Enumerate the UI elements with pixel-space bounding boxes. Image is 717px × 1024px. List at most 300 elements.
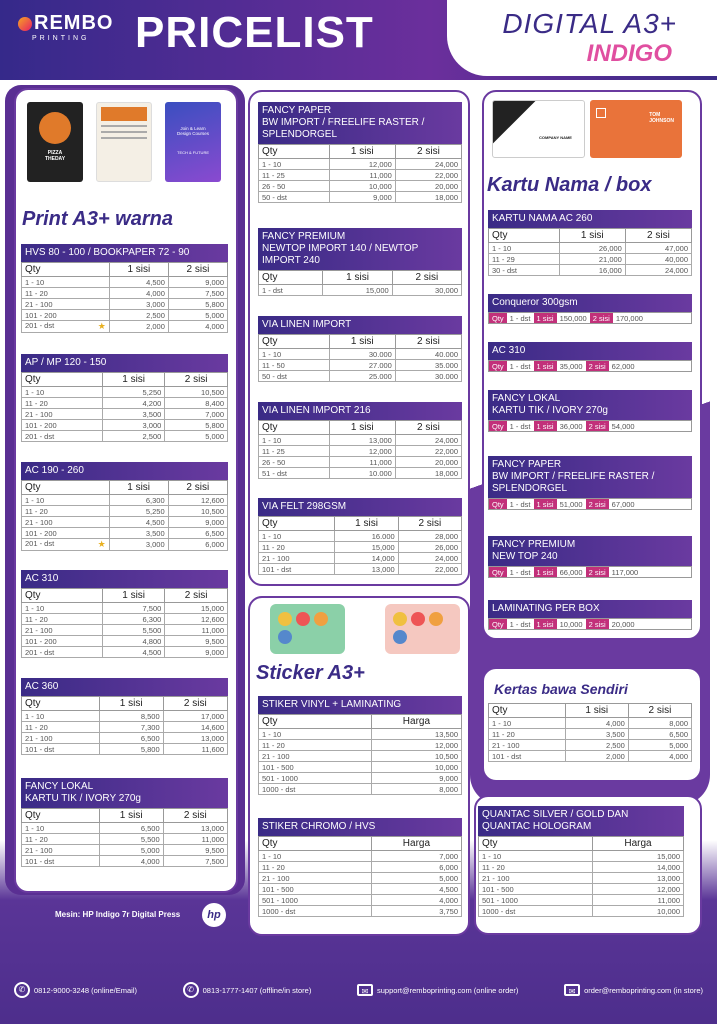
table-row (489, 718, 692, 729)
table-row (22, 420, 228, 431)
price-table (21, 462, 228, 551)
footer-item (183, 982, 312, 998)
digital-label: DIGITAL A3+ (502, 8, 677, 39)
table-cell: 21 - 100 (489, 740, 566, 751)
column-header: Qty (479, 837, 593, 851)
table-row (22, 528, 228, 539)
price-table (21, 678, 228, 755)
table-cell: 9,500 (163, 845, 227, 856)
machine-label: Mesin: HP Indigo 7r Digital Press (55, 910, 181, 919)
table-row (489, 254, 692, 265)
table-cell: 1000 - dst (479, 906, 593, 917)
table-row (259, 542, 462, 553)
footer-text: 0812-9000-3248 (online/Email) (34, 985, 137, 995)
footer-contacts (14, 982, 703, 998)
table-row (22, 722, 228, 733)
bar-s1: 10,000 (559, 619, 583, 629)
footer-text: 0813-1777-1407 (offline/in store) (202, 985, 312, 995)
table-cell: 3,000 (102, 420, 164, 431)
table-header: FANCY LOKAL KARTU TIK / IVORY 270g (21, 778, 228, 808)
column-header: 2 sisi (392, 271, 461, 285)
table-cell: 11,000 (329, 457, 395, 468)
price-bar (488, 294, 692, 324)
table-header: FANCY PREMIUM NEWTOP IMPORT 140 / NEWTOP IMPORT 240 (258, 228, 462, 270)
table-row (22, 387, 228, 398)
table-row (22, 277, 228, 288)
indigo-label: INDIGO (586, 40, 672, 67)
column-header: 1 sisi (99, 697, 163, 711)
table-cell: 6,500 (99, 823, 163, 834)
table-cell: 5,250 (102, 387, 164, 398)
table-cell: 11 - 20 (22, 614, 103, 625)
table-header: QUANTAC SILVER / GOLD DAN QUANTAC HOLOGRAM (478, 806, 684, 836)
table-cell: 30,000 (392, 285, 461, 296)
table-row (259, 729, 462, 740)
table-cell: 11,000 (329, 170, 395, 181)
table-cell: 17,000 (163, 711, 227, 722)
table-header: AC 310 (21, 570, 228, 588)
column-header: 2 sisi (395, 145, 461, 159)
table-row (22, 431, 228, 442)
brand-logo: REMBO PRINTING (18, 12, 113, 42)
table-row (479, 895, 684, 906)
whatsapp-icon: ✆ (183, 982, 199, 998)
column-header: Qty (22, 809, 100, 823)
table-cell: 11 - 20 (259, 740, 372, 751)
column-header: Qty (259, 837, 372, 851)
column-header: 1 sisi (329, 335, 395, 349)
bar-header: AC 310 (488, 342, 692, 360)
bar-s2: 62,000 (611, 361, 635, 371)
table-cell: 35.000 (395, 360, 461, 371)
bar-s1-label: 1 sisi (534, 567, 557, 577)
table-cell: 1 - 10 (479, 851, 593, 862)
price-table (258, 228, 462, 296)
column-header: Qty (259, 145, 330, 159)
table-cell: 14,000 (335, 553, 398, 564)
table-cell: 11 - 20 (259, 542, 335, 553)
table-cell: 12,000 (329, 446, 395, 457)
table-cell: 101 - 200 (22, 636, 103, 647)
table-header: VIA LINEN IMPORT 216 (258, 402, 462, 420)
table-cell: 4,000 (628, 751, 691, 762)
table-row (259, 468, 462, 479)
table-cell: 201 - dst ★ (22, 321, 110, 333)
table-cell: 22,000 (395, 446, 461, 457)
bar-s1: 150,000 (559, 313, 587, 323)
table-cell: 7,500 (168, 288, 227, 299)
table-cell: 14,000 (592, 862, 683, 873)
table-cell: 13,000 (329, 435, 395, 446)
table-row (22, 495, 228, 506)
bar-s2-label: 2 sisi (590, 313, 613, 323)
column-header: 1 sisi (335, 517, 398, 531)
footer-item (14, 982, 137, 998)
table-row (259, 873, 462, 884)
table-cell: 101 - dst (259, 564, 335, 575)
table-cell: 10,500 (371, 751, 461, 762)
bar-s2: 117,000 (611, 567, 639, 577)
column-header: Qty (489, 704, 566, 718)
table-header: STIKER CHROMO / HVS (258, 818, 462, 836)
column-header: 1 sisi (329, 145, 395, 159)
table-row (489, 243, 692, 254)
table-cell: 8,000 (628, 718, 691, 729)
bar-s2-label: 2 sisi (586, 499, 609, 509)
table-cell: 1 - 10 (259, 729, 372, 740)
table-cell: 10,000 (371, 762, 461, 773)
price-table (21, 354, 228, 442)
print-section-title: Print A3+ warna (22, 208, 173, 230)
table-cell: 4,500 (102, 647, 164, 658)
table-row (259, 884, 462, 895)
bar-s2: 170,000 (615, 313, 643, 323)
table-cell: 4,800 (102, 636, 164, 647)
table-cell: 21,000 (559, 254, 625, 265)
table-cell: 1 - 10 (22, 277, 110, 288)
table-row (22, 834, 228, 845)
table-cell: 501 - 1000 (259, 895, 372, 906)
bar-s1-label: 1 sisi (534, 313, 557, 323)
hp-logo-icon: hp (202, 903, 226, 927)
table-cell: 26 - 50 (259, 181, 330, 192)
bar-s1-label: 1 sisi (534, 619, 557, 629)
table-cell: 15,000 (165, 603, 228, 614)
star-icon: ★ (97, 539, 106, 549)
table-row (489, 265, 692, 276)
column-header: 1 sisi (565, 704, 628, 718)
table-cell: 3,000 (109, 299, 168, 310)
table-row (479, 851, 684, 862)
table-cell: 3,500 (565, 729, 628, 740)
table-cell: 2,500 (102, 431, 164, 442)
table-cell: 11 - 20 (22, 722, 100, 733)
table-cell: 26 - 50 (259, 457, 330, 468)
bar-qty: 1 - dst (509, 361, 531, 371)
table-cell: 7,500 (102, 603, 164, 614)
table-cell: 101 - dst (489, 751, 566, 762)
table-cell: 21 - 100 (22, 625, 103, 636)
bar-qty-label: Qty (489, 619, 507, 629)
table-cell: 101 - 200 (22, 420, 103, 431)
table-cell: 26,000 (398, 542, 461, 553)
table-cell: 13,000 (163, 733, 227, 744)
column-header: Qty (22, 373, 103, 387)
footer-text: support@remboprinting.com (online order) (376, 985, 519, 995)
table-row (259, 906, 462, 917)
table-row (489, 729, 692, 740)
table-row (22, 299, 228, 310)
column-header: 1 sisi (109, 263, 168, 277)
bar-qty: 1 - dst (509, 499, 531, 509)
table-cell: 21 - 100 (22, 733, 100, 744)
table-row (259, 762, 462, 773)
table-row (22, 506, 228, 517)
table-cell: 50 - dst (259, 371, 330, 382)
table-cell: 5,500 (99, 834, 163, 845)
table-cell: 3,500 (109, 528, 168, 539)
bar-s1-label: 1 sisi (534, 499, 557, 509)
table-row (259, 349, 462, 360)
price-bar (488, 390, 692, 432)
table-cell: 21 - 100 (22, 299, 110, 310)
table-cell: 11 - 29 (489, 254, 560, 265)
table-cell: 2,000 (109, 321, 168, 333)
table-cell: 9,000 (329, 192, 395, 203)
price-table (258, 102, 462, 203)
bar-header: FANCY PREMIUM NEW TOP 240 (488, 536, 692, 566)
table-cell: 9,000 (168, 517, 227, 528)
table-row (259, 773, 462, 784)
table-cell: 7,000 (371, 851, 461, 862)
table-cell: 101 - 200 (22, 310, 110, 321)
table-cell: 5,800 (99, 744, 163, 755)
table-cell: 11,600 (163, 744, 227, 755)
column-header: Qty (489, 229, 560, 243)
table-row (489, 751, 692, 762)
table-cell: 5,500 (102, 625, 164, 636)
table-cell: 13,500 (371, 729, 461, 740)
table-header: AP / MP 120 - 150 (21, 354, 228, 372)
column-header: 1 sisi (102, 373, 164, 387)
bar-row (488, 312, 692, 324)
column-header: 2 sisi (168, 263, 227, 277)
table-cell: 5,000 (371, 873, 461, 884)
table-cell: 4,000 (99, 856, 163, 867)
table-cell: 101 - 500 (479, 884, 593, 895)
price-bar (488, 600, 692, 630)
bar-qty: 1 - dst (509, 313, 531, 323)
price-bar (488, 342, 692, 372)
column-header: 1 sisi (329, 421, 395, 435)
table-row (259, 435, 462, 446)
bar-s2-label: 2 sisi (586, 421, 609, 431)
table-cell: 21 - 100 (22, 845, 100, 856)
table-cell: 4,000 (371, 895, 461, 906)
price-table (21, 570, 228, 658)
table-cell: 1000 - dst (259, 906, 372, 917)
table-row (22, 539, 228, 551)
table-cell: 9,000 (165, 647, 228, 658)
price-table (258, 316, 462, 382)
table-row (22, 733, 228, 744)
table-cell: 11 - 50 (259, 360, 330, 371)
table-row (479, 873, 684, 884)
table-header: AC 360 (21, 678, 228, 696)
sticker-sheet-green (270, 604, 345, 654)
table-row (259, 751, 462, 762)
table-cell: 6,000 (168, 539, 227, 551)
column-header: Harga (371, 715, 461, 729)
table-row (259, 564, 462, 575)
bar-row (488, 420, 692, 432)
table-cell: 1 - 10 (259, 435, 330, 446)
table-cell: 11 - 20 (22, 288, 110, 299)
bar-s1: 36,000 (559, 421, 583, 431)
table-cell: 1 - 10 (259, 531, 335, 542)
table-cell: 4,500 (371, 884, 461, 895)
card-logo-icon (596, 108, 606, 118)
column-header: Qty (22, 697, 100, 711)
column-header: 2 sisi (163, 697, 227, 711)
table-row (22, 856, 228, 867)
column-header: Harga (592, 837, 683, 851)
column-header: 1 sisi (109, 481, 168, 495)
table-row (259, 170, 462, 181)
table-cell: 21 - 100 (259, 553, 335, 564)
table-cell: 5,250 (109, 506, 168, 517)
column-header: 2 sisi (395, 335, 461, 349)
business-card-black: COMPANY NAME (492, 100, 585, 158)
bar-qty: 1 - dst (509, 567, 531, 577)
table-row (259, 181, 462, 192)
column-header: Harga (371, 837, 461, 851)
table-cell: 201 - dst (22, 431, 103, 442)
price-bar (488, 456, 692, 510)
table-row (22, 321, 228, 333)
table-cell: 6,500 (628, 729, 691, 740)
table-cell: 4,500 (109, 277, 168, 288)
bar-s2: 54,000 (611, 421, 635, 431)
table-cell: 16,000 (559, 265, 625, 276)
table-cell: 8,000 (371, 784, 461, 795)
table-cell: 40.000 (395, 349, 461, 360)
table-cell: 11 - 20 (22, 834, 100, 845)
table-cell: 20,000 (395, 457, 461, 468)
table-cell: 10,500 (168, 506, 227, 517)
table-cell: 6,300 (102, 614, 164, 625)
table-cell: 40,000 (625, 254, 691, 265)
table-cell: 21 - 100 (259, 751, 372, 762)
table-cell: 1 - 10 (22, 711, 100, 722)
price-table (258, 498, 462, 575)
table-cell: 13,000 (335, 564, 398, 575)
table-cell: 47,000 (625, 243, 691, 254)
column-header: 2 sisi (165, 373, 228, 387)
table-cell: 11,000 (163, 834, 227, 845)
table-cell: 24,000 (395, 159, 461, 170)
column-header: Qty (22, 589, 103, 603)
table-cell: 25.000 (329, 371, 395, 382)
table-cell: 10.000 (329, 468, 395, 479)
table-cell: 30.000 (329, 349, 395, 360)
table-cell: 12,000 (371, 740, 461, 751)
table-cell: 5,800 (168, 299, 227, 310)
table-cell: 21 - 100 (22, 409, 103, 420)
table-cell: 101 - 500 (259, 884, 372, 895)
flyer-menu (96, 102, 152, 182)
table-cell: 50 - dst (259, 192, 330, 203)
kertas-title: Kertas bawa Sendiri (494, 681, 628, 697)
table-cell: 4,200 (102, 398, 164, 409)
price-table (21, 244, 228, 333)
table-cell: 21 - 100 (259, 873, 372, 884)
bar-header: FANCY LOKAL KARTU TIK / IVORY 270g (488, 390, 692, 420)
sticker-section-title: Sticker A3+ (256, 662, 365, 684)
table-cell: 6,000 (371, 862, 461, 873)
bar-row (488, 360, 692, 372)
table-cell: 4,000 (109, 288, 168, 299)
price-table (258, 818, 462, 917)
whatsapp-icon: ✆ (14, 982, 30, 998)
table-cell: 1 - 10 (22, 603, 103, 614)
table-cell: 9,000 (371, 773, 461, 784)
table-cell: 13,000 (163, 823, 227, 834)
footer-item (564, 982, 703, 998)
table-cell: 1 - 10 (259, 851, 372, 862)
table-cell: 3,750 (371, 906, 461, 917)
column-header: 1 sisi (102, 589, 164, 603)
table-row (22, 744, 228, 755)
flyer-pizza: PIZZA THEDAY (27, 102, 83, 182)
table-row (259, 740, 462, 751)
table-row (259, 851, 462, 862)
table-cell: 4,000 (168, 321, 227, 333)
table-row (22, 823, 228, 834)
bar-row (488, 618, 692, 630)
table-row (259, 862, 462, 873)
table-cell: 11,000 (165, 625, 228, 636)
bar-row (488, 566, 692, 578)
table-row (22, 310, 228, 321)
table-row (259, 192, 462, 203)
table-cell: 2,500 (109, 310, 168, 321)
price-table (488, 703, 692, 762)
table-cell: 9,500 (165, 636, 228, 647)
table-cell: 11 - 25 (259, 446, 330, 457)
sticker-sheet-pink (385, 604, 460, 654)
table-cell: 5,000 (628, 740, 691, 751)
table-cell: 21 - 100 (22, 517, 110, 528)
table-header: HVS 80 - 100 / BOOKPAPER 72 - 90 (21, 244, 228, 262)
table-row (22, 614, 228, 625)
table-cell: 11,000 (592, 895, 683, 906)
table-cell: 24,000 (625, 265, 691, 276)
table-cell: 7,300 (99, 722, 163, 733)
bar-s1-label: 1 sisi (534, 421, 557, 431)
table-row (22, 711, 228, 722)
table-cell: 101 - 500 (259, 762, 372, 773)
table-cell: 10,000 (329, 181, 395, 192)
table-cell: 201 - dst (22, 647, 103, 658)
star-icon: ★ (97, 321, 106, 331)
column-header: 2 sisi (625, 229, 691, 243)
table-cell: 30 - dst (489, 265, 560, 276)
table-cell: 101 - dst (22, 744, 100, 755)
table-row (259, 371, 462, 382)
table-row (259, 895, 462, 906)
table-header: VIA FELT 298GSM (258, 498, 462, 516)
bar-s1: 35,000 (559, 361, 583, 371)
table-cell: 12,000 (592, 884, 683, 895)
table-cell: 12,600 (165, 614, 228, 625)
table-cell: 1 - 10 (259, 159, 330, 170)
table-cell: 1 - 10 (489, 718, 566, 729)
table-cell: 1 - 10 (22, 823, 100, 834)
table-cell: 30.000 (395, 371, 461, 382)
table-cell: 22,000 (398, 564, 461, 575)
pizza-icon (39, 112, 71, 144)
table-row (479, 906, 684, 917)
column-header: 2 sisi (163, 809, 227, 823)
column-header: Qty (259, 715, 372, 729)
footer-text: order@remboprinting.com (in store) (584, 985, 703, 995)
column-header: 2 sisi (628, 704, 691, 718)
table-cell: 6,500 (168, 528, 227, 539)
column-header: Qty (259, 421, 330, 435)
table-cell: 11 - 20 (489, 729, 566, 740)
table-row (22, 603, 228, 614)
